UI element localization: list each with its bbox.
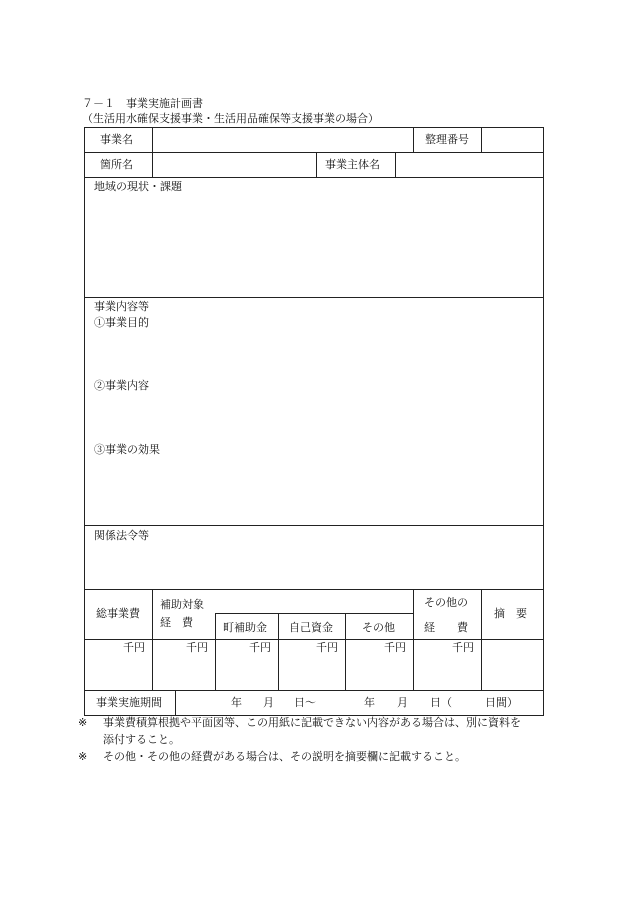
period-day-1: 日～: [294, 696, 316, 709]
note-1-line-1: 事業費積算根拠や平面図等、この用紙に記載できない内容がある場合は、別に資料を: [103, 716, 521, 729]
period-month-2: 月: [397, 696, 408, 709]
table-line: [543, 127, 544, 716]
table-line: [175, 690, 176, 716]
remarks-label: 摘 要: [494, 607, 527, 620]
laws-label: 関係法令等: [94, 529, 149, 542]
other-cost-label-2: 経 費: [424, 621, 468, 634]
table-line: [413, 589, 414, 690]
period-year-1: 年: [231, 696, 242, 709]
table-line: [481, 589, 482, 690]
table-line: [84, 639, 544, 640]
unit-label: 千円: [186, 641, 208, 654]
serial-number-label: 整理番号: [425, 133, 469, 146]
form-subtitle: （生活用水確保支援事業・生活用品確保等支援事業の場合）: [82, 112, 379, 125]
table-line: [395, 152, 396, 178]
unit-label: 千円: [249, 641, 271, 654]
operator-label: 事業主体名: [325, 158, 380, 171]
table-line: [84, 525, 544, 526]
table-line: [84, 690, 544, 691]
note-mark: ※: [78, 716, 88, 729]
period-year-2: 年: [364, 696, 375, 709]
unit-label: 千円: [316, 641, 338, 654]
subsidy-target-label-2: 経 費: [160, 616, 193, 629]
note-mark: ※: [78, 750, 88, 763]
table-line: [84, 127, 544, 128]
subsidy-target-label: 補助対象: [160, 598, 204, 611]
effect-label: ③事業の効果: [94, 443, 160, 456]
period-days: 日間）: [485, 696, 518, 709]
table-line: [152, 127, 153, 178]
table-line: [278, 613, 279, 690]
purpose-label: ①事業目的: [94, 316, 149, 329]
table-line: [316, 152, 317, 178]
unit-label: 千円: [452, 641, 474, 654]
section-title: ７－１ 事業実施計画書: [82, 97, 203, 110]
table-line: [215, 613, 216, 690]
note-2-line-1: その他・その他の経費がある場合は、その説明を摘要欄に記載すること。: [103, 750, 466, 763]
other-cost-label: その他の: [424, 596, 468, 609]
total-cost-label: 総事業費: [96, 607, 140, 620]
note-1-line-2: 添付すること。: [103, 733, 180, 746]
details-label: ②事業内容: [94, 379, 149, 392]
table-line: [84, 589, 544, 590]
table-line: [84, 127, 85, 716]
table-line: [84, 297, 544, 298]
period-day-2: 日（: [430, 696, 452, 709]
table-line: [481, 127, 482, 153]
table-line: [152, 589, 153, 690]
location-label: 箇所名: [100, 158, 133, 171]
unit-label: 千円: [123, 641, 145, 654]
period-label: 事業実施期間: [96, 696, 162, 709]
town-subsidy-label: 町補助金: [223, 621, 267, 634]
table-line: [84, 152, 544, 153]
region-issues-label: 地域の現状・課題: [94, 180, 182, 193]
table-line: [345, 613, 346, 690]
table-line: [413, 127, 414, 153]
other-label: その他: [362, 621, 395, 634]
table-line: [84, 177, 544, 178]
content-label: 事業内容等: [94, 300, 149, 313]
own-funds-label: 自己資金: [289, 621, 333, 634]
table-line: [215, 613, 413, 614]
period-month-1: 月: [263, 696, 274, 709]
unit-label: 千円: [384, 641, 406, 654]
project-name-label: 事業名: [100, 133, 133, 146]
